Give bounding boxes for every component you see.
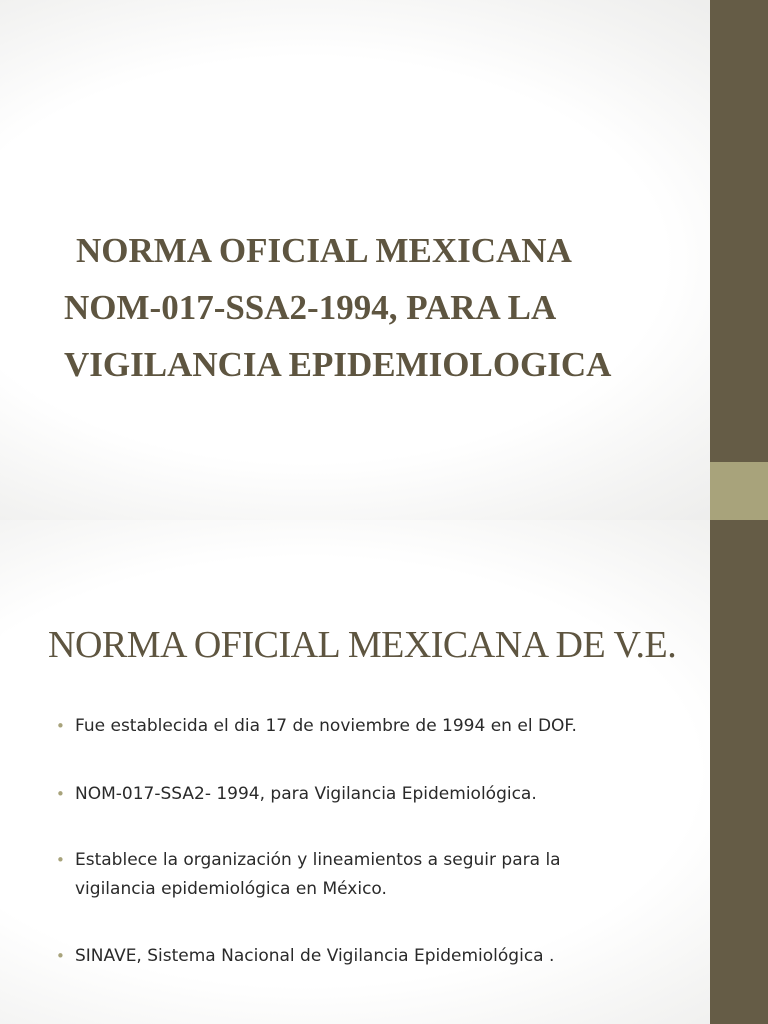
bullet-text: Establece la organización y lineamientos a seguir para la: [75, 850, 561, 870]
main-title-line: NORMA OFICIAL MEXICANA: [76, 231, 572, 270]
main-title: [64, 222, 684, 393]
slide-sidebar: [710, 520, 768, 1024]
list-item: [56, 780, 537, 809]
main-title-line: VIGILANCIA EPIDEMIOLOGICA: [64, 345, 612, 384]
list-item: [56, 942, 554, 971]
bullet-text: NOM-017-SSA2- 1994, para Vigilancia Epidemiológica.: [75, 784, 537, 804]
slide-sidebar: [710, 0, 768, 520]
main-title-line: NOM-017-SSA2-1994, PARA LA: [64, 288, 557, 327]
section-title: NORMA OFICIAL MEXICANA DE V.E.: [48, 624, 677, 666]
bullet-icon: •: [56, 851, 65, 869]
bullet-text: Fue establecida el dia 17 de noviembre de 1994 en el DOF.: [75, 716, 577, 736]
bullet-icon: •: [56, 785, 65, 803]
slide-content: [0, 520, 768, 1024]
list-item: [56, 846, 561, 904]
list-item: [56, 712, 577, 741]
bullet-icon: •: [56, 947, 65, 965]
slide-sidebar-accent: [710, 462, 768, 520]
bullet-text: vigilancia epidemiológica en México.: [75, 879, 387, 899]
bullet-icon: •: [56, 717, 65, 735]
bullet-text: SINAVE, Sistema Nacional de Vigilancia Epidemiológica .: [75, 946, 555, 966]
